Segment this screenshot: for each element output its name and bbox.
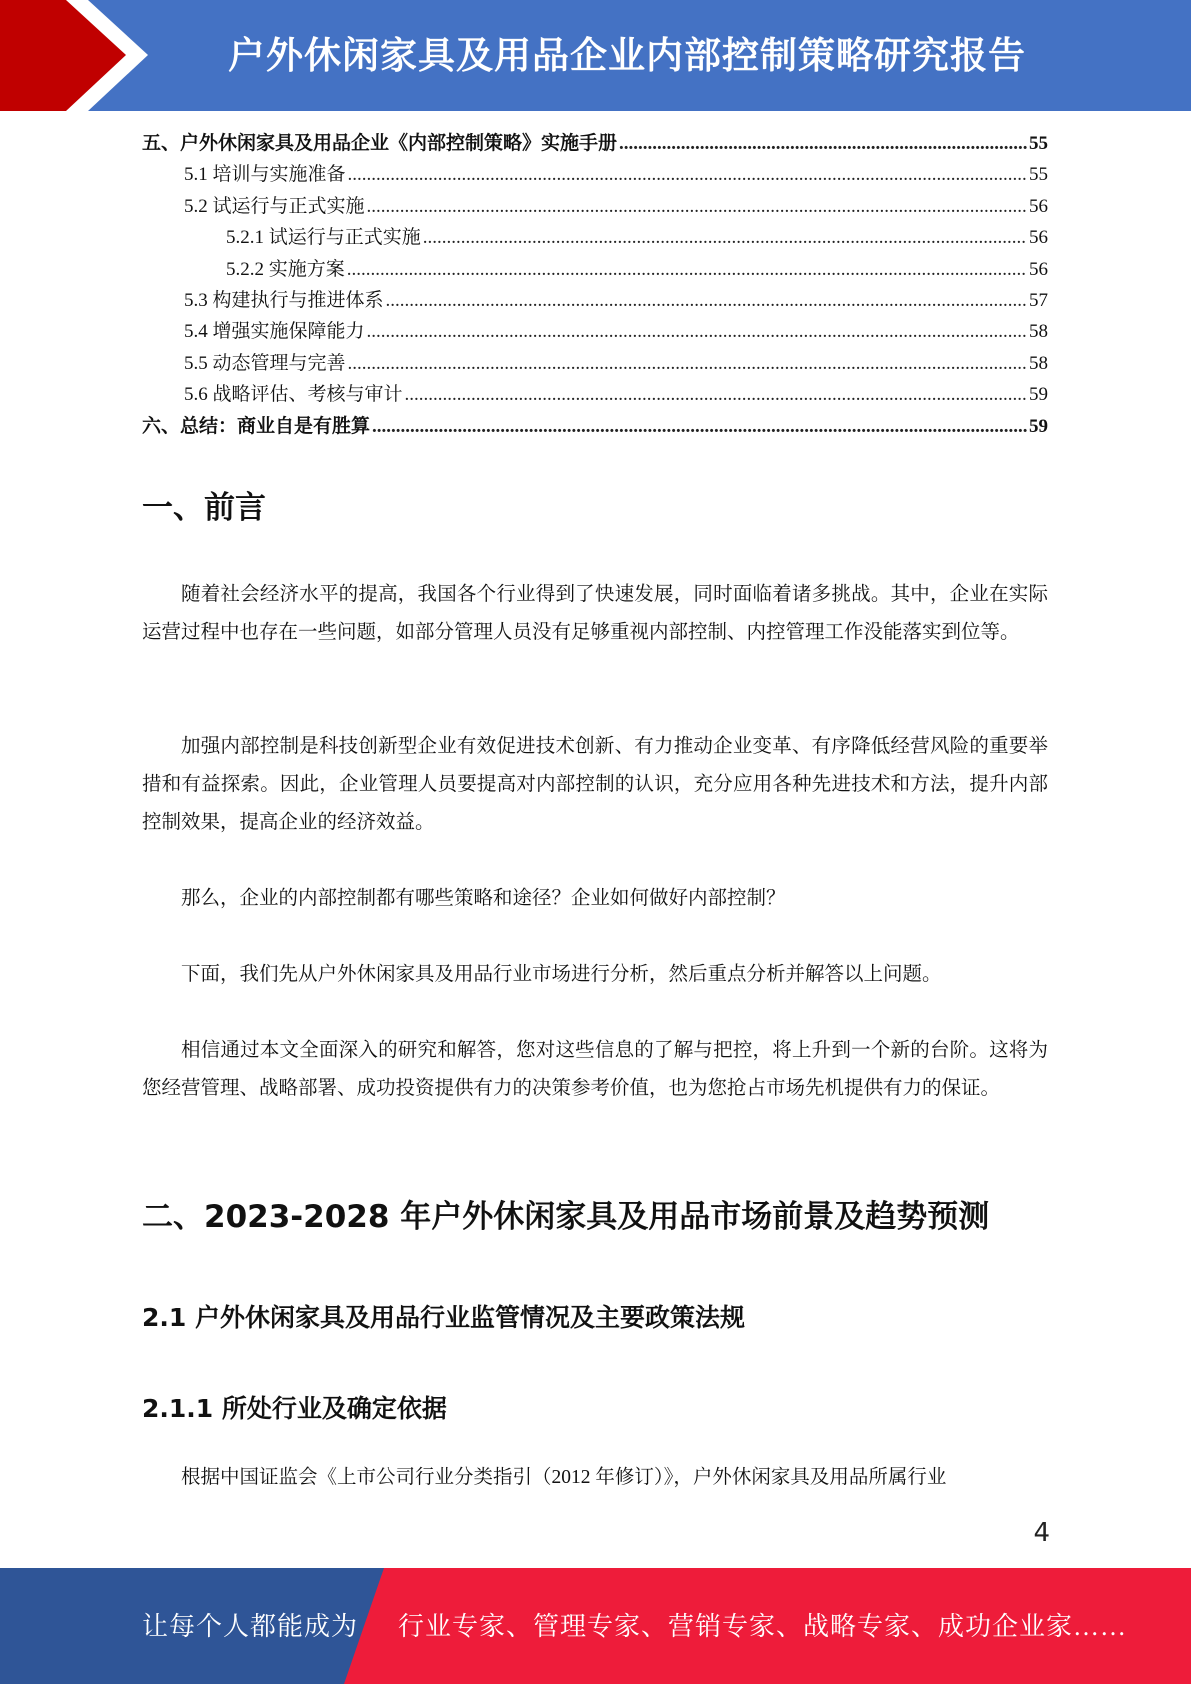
- toc-entry[interactable]: [142, 222, 1048, 253]
- toc-entry-page: 55: [1029, 133, 1048, 154]
- preface-paragraph-2: 加强内部控制是科技创新型企业有效促进技术创新、有力推动企业变革、有序降低经营风险的重要举措和有益探索。因此，企业管理人员要提高对内部控制的认识，充分应用各种先进技术和方法，提升内部控制效果，提高企业的经济效益。: [142, 736, 1048, 833]
- toc-entry[interactable]: [142, 316, 1048, 347]
- toc-dot-leader: [367, 191, 1027, 222]
- toc-dot-leader: [405, 379, 1027, 410]
- toc-entry-label: 5.3 构建执行与推进体系: [184, 289, 384, 311]
- toc-dot-leader: [423, 222, 1027, 253]
- footer-slogan-left: 让每个人都能成为: [142, 1612, 359, 1641]
- toc-entry-label: 5.4 增强实施保障能力: [184, 321, 365, 343]
- toc-entry[interactable]: [142, 128, 1048, 159]
- toc-entry[interactable]: [142, 379, 1048, 410]
- footer-slogan-right: 行业专家、管理专家、营销专家、战略专家、成功企业家……: [398, 1612, 1128, 1641]
- toc-dot-leader: [619, 128, 1027, 159]
- toc-entry-label: 5.2.1 试运行与正式实施: [226, 227, 421, 249]
- toc-dot-leader: [367, 316, 1027, 347]
- toc-entry-label: 六、总结：商业自是有胜算: [142, 415, 371, 437]
- toc-entry-page: 56: [1029, 227, 1048, 249]
- report-title: 户外休闲家具及用品企业内部控制策略研究报告: [228, 34, 1026, 77]
- preface-paragraph-5: 相信通过本文全面深入的研究和解答，您对这些信息的了解与把控，将上升到一个新的台阶。这将为您经营管理、战略部署、成功投资提供有力的决策参考价值，也为您抢占市场先机提供有力的保证。: [142, 1040, 1048, 1099]
- toc-entry-page: 57: [1029, 289, 1048, 311]
- preface-paragraph-4: 下面，我们先从户外休闲家具及用品行业市场进行分析，然后重点分析并解答以上问题。: [181, 964, 942, 985]
- page-footer: [0, 1568, 1191, 1684]
- toc-entry-page: 59: [1029, 415, 1048, 437]
- section-heading-market-outlook: 二、2023-2028 年户外休闲家具及用品市场前景及趋势预测: [142, 1199, 990, 1235]
- toc-entry-page: 58: [1029, 352, 1048, 374]
- toc-entry-label: 5.5 动态管理与完善: [184, 352, 346, 374]
- subsection-heading-2-1: 2.1 户外休闲家具及用品行业监管情况及主要政策法规: [142, 1303, 745, 1332]
- industry-paragraph: 根据中国证监会《上市公司行业分类指引（2012 年修订）》，户外休闲家具及用品所属行业: [181, 1467, 947, 1488]
- toc-entry-label: 5.2 试运行与正式实施: [184, 195, 365, 217]
- subsection-heading-2-1-1: 2.1.1 所处行业及确定依据: [142, 1394, 447, 1423]
- toc-entry-label: 五、户外休闲家具及用品企业《内部控制策略》实施手册: [142, 133, 618, 154]
- toc-entry-page: 55: [1029, 164, 1048, 186]
- toc-entry[interactable]: [142, 348, 1048, 379]
- table-of-contents: [142, 128, 1048, 442]
- toc-entry-page: 59: [1029, 384, 1048, 406]
- toc-entry[interactable]: [142, 254, 1048, 285]
- toc-dot-leader: [348, 159, 1027, 190]
- toc-dot-leader: [348, 348, 1027, 379]
- toc-entry[interactable]: [142, 411, 1048, 442]
- toc-entry-page: 58: [1029, 321, 1048, 343]
- toc-dot-leader: [386, 285, 1027, 316]
- toc-entry-page: 56: [1029, 258, 1048, 280]
- page-header: [0, 0, 1191, 111]
- toc-entry[interactable]: [142, 159, 1048, 190]
- toc-entry-label: 5.2.2 实施方案: [226, 258, 345, 280]
- toc-dot-leader: [372, 411, 1027, 442]
- section-heading-preface: 一、前言: [142, 490, 266, 526]
- page-number: 4: [1033, 1518, 1050, 1548]
- toc-entry-page: 56: [1029, 195, 1048, 217]
- preface-paragraph-3: 那么，企业的内部控制都有哪些策略和途径？企业如何做好内部控制？: [181, 888, 786, 909]
- toc-entry-label: 5.1 培训与实施准备: [184, 164, 346, 186]
- toc-entry[interactable]: [142, 191, 1048, 222]
- preface-paragraph-1: 随着社会经济水平的提高，我国各个行业得到了快速发展，同时面临着诸多挑战。其中，企业在实际运营过程中也存在一些问题，如部分管理人员没有足够重视内部控制、内控管理工作没能落实到位等。: [142, 584, 1048, 643]
- toc-entry-label: 5.6 战略评估、考核与审计: [184, 384, 403, 406]
- toc-entry[interactable]: [142, 285, 1048, 316]
- toc-dot-leader: [347, 254, 1027, 285]
